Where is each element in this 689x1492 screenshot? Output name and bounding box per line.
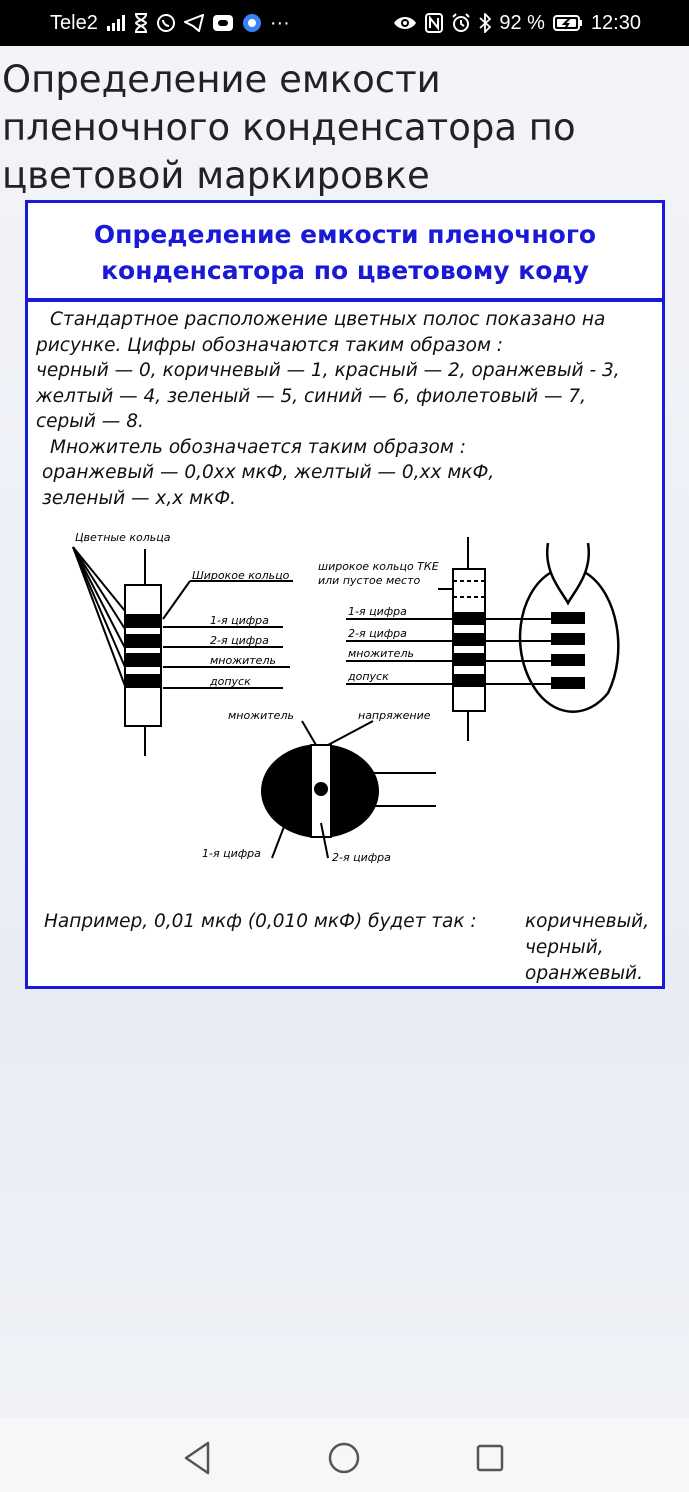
label-digit2-disc: 2-я цифра xyxy=(332,851,391,864)
label-multiplier-left: множитель xyxy=(210,654,276,667)
page-title-line: Определение емкости xyxy=(2,58,441,101)
screen-record-icon xyxy=(212,13,234,33)
browser-icon xyxy=(242,13,262,33)
body-line: оранжевый — 0,0хх мкФ, желтый — 0,хх мкФ, xyxy=(42,462,495,483)
page-title xyxy=(2,56,662,200)
body-line: зеленый — х,х мкФ. xyxy=(42,487,237,509)
example-intro: Например, 0,01 мкф (0,010 мкФ) будет так : xyxy=(44,911,477,932)
dipped-capacitor xyxy=(520,543,618,712)
status-bar xyxy=(0,0,689,46)
label-tke-line2: или пустое место xyxy=(318,574,421,587)
status-time: 12:30 xyxy=(590,11,641,34)
card-header-line: конденсатора по цветовому коду xyxy=(101,256,589,285)
hourglass-icon xyxy=(134,13,148,33)
label-multiplier-disc: множитель xyxy=(228,709,294,722)
telegram-icon xyxy=(184,14,204,32)
eye-icon xyxy=(393,15,417,31)
card-header xyxy=(28,203,662,302)
body-line: Стандартное расположение цветных полос показано на xyxy=(50,309,606,330)
carrier-name: Tele2 xyxy=(50,11,98,34)
back-button[interactable] xyxy=(177,1438,217,1478)
page-title-line: пленочного конденсатора по xyxy=(2,106,576,149)
label-digit1-disc: 1-я цифра xyxy=(202,847,261,860)
page-title-line: цветовой маркировке xyxy=(2,154,430,197)
label-tolerance-right: допуск xyxy=(348,670,389,683)
label-digit1-right: 1-я цифра xyxy=(348,605,407,618)
nfc-icon xyxy=(425,13,443,33)
recents-button[interactable] xyxy=(470,1438,510,1478)
body-line: черный — 0, коричневый — 1, красный — 2, оранжевый - 3, xyxy=(36,360,620,381)
status-overflow: ··· xyxy=(269,11,290,34)
capacitor-code-card[interactable] xyxy=(25,200,665,989)
battery-icon xyxy=(553,14,583,32)
example-color: коричневый, xyxy=(525,911,650,932)
body-line: желтый — 4, зеленый — 5, синий — 6, фиолетовый — 7, xyxy=(36,385,587,407)
capacitor-diagram xyxy=(28,523,662,883)
label-digit2-right: 2-я цифра xyxy=(348,627,407,640)
battery-percent: 92 % xyxy=(499,11,545,34)
label-color-rings: Цветные кольца xyxy=(75,531,171,544)
body-line: Множитель обозначается таким образом : xyxy=(50,436,466,458)
signal-icon xyxy=(106,14,126,32)
bluetooth-icon xyxy=(479,13,491,33)
example-color: оранжевый. xyxy=(525,963,643,984)
label-tolerance-left: допуск xyxy=(210,675,251,688)
card-body-text xyxy=(36,307,656,511)
alarm-icon xyxy=(451,13,471,33)
label-voltage: напряжение xyxy=(358,709,431,722)
body-line: рисунке. Цифры обозначаются таким образом : xyxy=(36,334,504,356)
navigation-bar xyxy=(0,1418,689,1492)
label-digit1-left: 1-я цифра xyxy=(210,614,269,627)
label-wide-ring: Широкое кольцо xyxy=(192,569,290,582)
example-colors xyxy=(525,909,649,987)
label-digit2-left: 2-я цифра xyxy=(210,634,269,647)
disc-capacitor xyxy=(262,721,436,858)
back-icon xyxy=(182,1441,212,1475)
card-header-line: Определение емкости пленочного xyxy=(93,220,597,249)
label-multiplier-right: множитель xyxy=(348,647,414,660)
home-button[interactable] xyxy=(324,1438,364,1478)
recents-icon xyxy=(475,1443,505,1473)
label-tke-line1: широкое кольцо ТКЕ xyxy=(318,560,439,573)
home-icon xyxy=(327,1441,361,1475)
whatsapp-icon xyxy=(156,13,176,33)
body-line: серый — 8. xyxy=(36,411,144,432)
example-color: черный, xyxy=(525,937,604,958)
